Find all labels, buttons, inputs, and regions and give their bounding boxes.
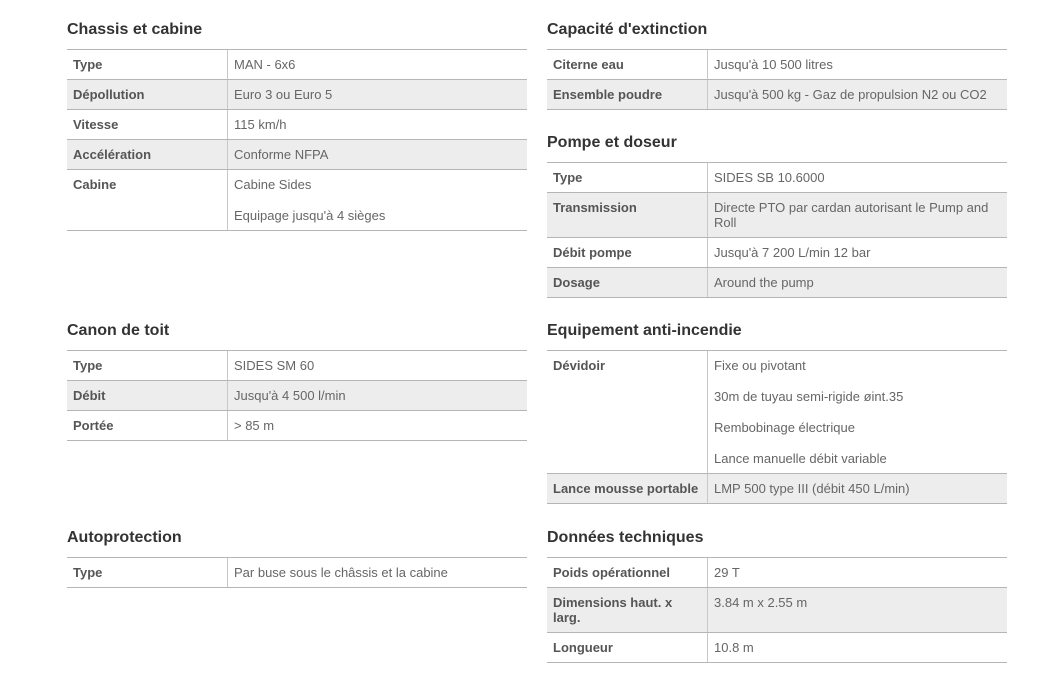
section-title: Chassis et cabine (67, 21, 527, 50)
spec-value-line: Jusqu'à 7 200 L/min 12 bar (714, 245, 871, 260)
section-donnees (547, 529, 1007, 663)
spec-value (708, 268, 1007, 297)
section-title: Equipement anti-incendie (547, 322, 1007, 351)
section-title: Pompe et doseur (547, 134, 1007, 163)
spec-label: Longueur (547, 633, 708, 662)
section-title: Capacité d'extinction (547, 21, 1007, 50)
spec-value (708, 351, 1007, 473)
spec-label: Accélération (67, 140, 228, 169)
spec-value-line: Cabine Sides (234, 177, 312, 192)
spec-value (708, 80, 1007, 109)
spec-value-line: 29 T (714, 565, 740, 580)
spec-row (547, 633, 1007, 663)
spec-value-line: Jusqu'à 10 500 litres (714, 57, 833, 72)
spec-value (228, 351, 527, 380)
spec-row (67, 110, 527, 140)
spec-row (67, 381, 527, 411)
spec-value-line: Euro 3 ou Euro 5 (234, 87, 333, 102)
section-pompe (547, 134, 1007, 298)
spec-label: Type (67, 50, 228, 79)
spec-value (228, 140, 527, 169)
spec-label: Débit pompe (547, 238, 708, 267)
spec-value-line: Lance manuelle débit variable (714, 451, 887, 466)
spec-row (547, 193, 1007, 238)
spec-row (547, 268, 1007, 298)
spec-row (547, 474, 1007, 504)
section-chassis (67, 21, 527, 231)
spec-label: Dimensions haut. x larg. (547, 588, 708, 632)
spec-row (547, 163, 1007, 193)
spec-value (708, 474, 1007, 503)
section-title: Canon de toit (67, 322, 527, 351)
spec-row (67, 50, 527, 80)
spec-label: Dosage (547, 268, 708, 297)
spec-value (228, 50, 527, 79)
spec-label: Lance mousse portable (547, 474, 708, 503)
spec-value-line: Fixe ou pivotant (714, 358, 806, 373)
spec-row (547, 351, 1007, 474)
spec-value (708, 558, 1007, 587)
spec-label: Débit (67, 381, 228, 410)
spec-value (228, 170, 527, 230)
spec-value-line: SIDES SM 60 (234, 358, 315, 373)
spec-value-line: 30m de tuyau semi-rigide øint.35 (714, 389, 904, 404)
spec-row (67, 140, 527, 170)
spec-value (708, 193, 1007, 237)
spec-value (228, 411, 527, 440)
section-autoprotection (67, 529, 527, 588)
spec-value-line: MAN - 6x6 (234, 57, 296, 72)
spec-value (228, 558, 527, 587)
spec-value-line: 115 km/h (234, 117, 287, 132)
spec-value-line: Par buse sous le châssis et la cabine (234, 565, 448, 580)
spec-value-line: Equipage jusqu'à 4 sièges (234, 208, 386, 223)
spec-row (67, 411, 527, 441)
spec-value-line: Rembobinage électrique (714, 420, 855, 435)
spec-value-line: Directe PTO par cardan autorisant le Pump and Roll (714, 200, 989, 230)
spec-label: Transmission (547, 193, 708, 237)
spec-value-line: 10.8 m (714, 640, 754, 655)
spec-value (708, 50, 1007, 79)
spec-row (547, 238, 1007, 268)
spec-row (67, 170, 527, 231)
spec-value (228, 381, 527, 410)
spec-value (708, 633, 1007, 662)
spec-label: Dépollution (67, 80, 228, 109)
section-title: Données techniques (547, 529, 1007, 558)
spec-label: Portée (67, 411, 228, 440)
spec-value (228, 80, 527, 109)
spec-value-line: LMP 500 type III (débit 450 L/min) (714, 481, 910, 496)
section-canon (67, 322, 527, 441)
spec-label: Poids opérationnel (547, 558, 708, 587)
spec-value-line: Conforme NFPA (234, 147, 329, 162)
spec-value-line: 3.84 m x 2.55 m (714, 595, 808, 610)
spec-value (708, 163, 1007, 192)
spec-label: Type (67, 558, 228, 587)
section-title: Autoprotection (67, 529, 527, 558)
spec-label: Type (547, 163, 708, 192)
spec-row (67, 80, 527, 110)
spec-row (547, 588, 1007, 633)
spec-value (708, 588, 1007, 632)
section-equipement (547, 322, 1007, 504)
spec-value-line: > 85 m (234, 418, 275, 433)
spec-label: Vitesse (67, 110, 228, 139)
section-extinction (547, 21, 1007, 110)
spec-label: Cabine (67, 170, 228, 230)
spec-value (708, 238, 1007, 267)
spec-value (228, 110, 527, 139)
spec-label: Dévidoir (547, 351, 708, 473)
spec-value-line: Jusqu'à 500 kg - Gaz de propulsion N2 ou CO2 (714, 87, 987, 102)
spec-row (547, 50, 1007, 80)
spec-value-line: SIDES SB 10.6000 (714, 170, 825, 185)
spec-label: Citerne eau (547, 50, 708, 79)
spec-label: Type (67, 351, 228, 380)
spec-label: Ensemble poudre (547, 80, 708, 109)
spec-row (547, 80, 1007, 110)
spec-row (67, 351, 527, 381)
spec-row (547, 558, 1007, 588)
spec-row (67, 558, 527, 588)
spec-value-line: Around the pump (714, 275, 814, 290)
spec-value-line: Jusqu'à 4 500 l/min (234, 388, 346, 403)
